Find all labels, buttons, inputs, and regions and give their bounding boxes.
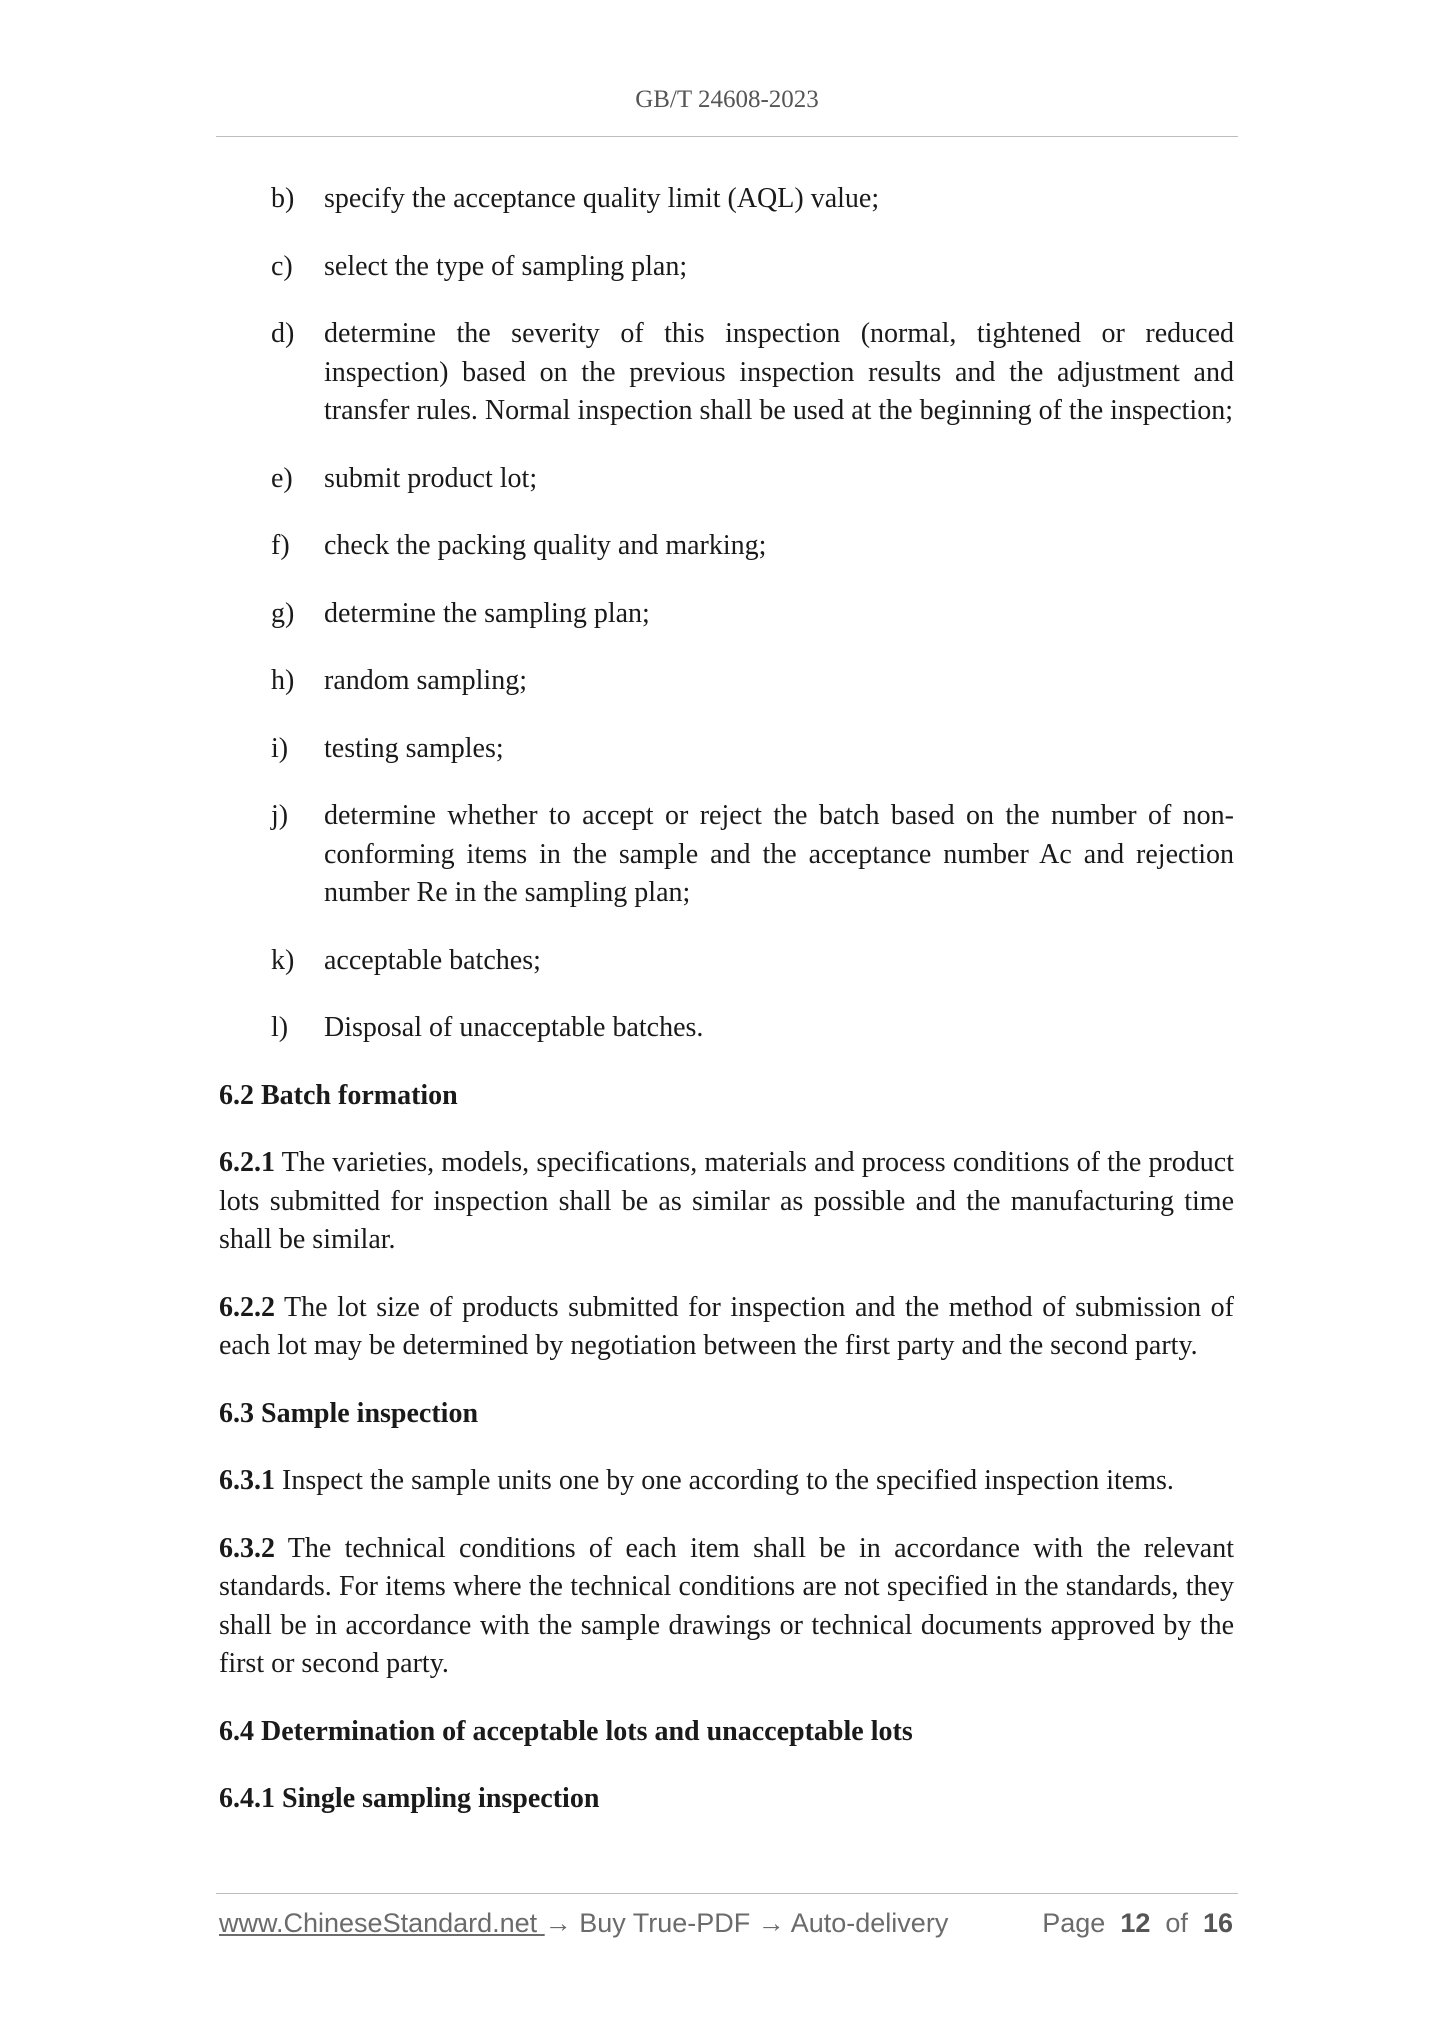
page-indicator — [1042, 1908, 1233, 1939]
section-heading-6-4: 6.4 Determination of acceptable lots and unacceptable lots — [219, 1715, 913, 1747]
list-item-text: acceptable batches; — [324, 944, 541, 976]
current-page: 12 — [1120, 1908, 1151, 1938]
list-item-letter: k) — [271, 944, 295, 976]
website-link[interactable]: www.ChineseStandard.net — [219, 1908, 545, 1938]
header-divider — [216, 136, 1238, 137]
document-code-header: GB/T 24608-2023 — [635, 86, 819, 113]
list-item-letter: h) — [271, 665, 295, 696]
clause-number: 6.3.1 — [219, 1465, 275, 1496]
clause-text: The varieties, models, specifications, materials and process conditions of the product lots submitted for inspection shall be as similar as possible and the manufacturing time shall be similar. — [219, 1147, 1234, 1255]
footer-divider — [216, 1893, 1238, 1894]
list-item — [219, 248, 1234, 287]
list-item — [219, 460, 1234, 499]
list-item — [219, 1009, 1234, 1048]
list-item — [219, 797, 1234, 913]
list-item-text: Disposal of unacceptable batches. — [324, 1012, 704, 1043]
list-item-letter: l) — [271, 1012, 289, 1043]
clause-6-2-2 — [219, 1289, 1234, 1366]
list-item-letter: c) — [271, 250, 293, 282]
list-item-letter: b) — [271, 183, 295, 214]
list-item-letter: g) — [271, 597, 295, 629]
clause-text: Inspect the sample units one by one according to the specified inspection items. — [275, 1465, 1174, 1496]
total-pages: 16 — [1202, 1908, 1233, 1938]
list-item-text: submit product lot; — [324, 462, 538, 494]
list-item-text: determine the sampling plan; — [324, 597, 650, 629]
clause-number: 6.2.2 — [219, 1291, 275, 1323]
section-heading-6-2: 6.2 Batch formation — [219, 1079, 458, 1111]
clause-6-3-1 — [219, 1462, 1234, 1501]
list-item — [219, 662, 1234, 701]
list-item-text: specify the acceptance quality limit (AQL) value; — [324, 183, 880, 214]
page-of-label: of — [1165, 1908, 1188, 1938]
clause-6-2-1 — [219, 1144, 1234, 1260]
procedure-list — [219, 180, 1234, 1048]
list-item-letter: e) — [271, 462, 293, 494]
document-body — [219, 180, 1234, 1848]
list-item-text: determine whether to accept or reject the batch based on the number of non-conforming items in the sample and the acceptance number Ac and rejection number Re in the sampling plan; — [324, 800, 1234, 908]
list-item — [219, 527, 1234, 566]
list-item-text: determine the severity of this inspection (normal, tightened or reduced inspection) based on the previous inspection results and the adjustment and transfer rules. Normal inspection shall be used at the beginning of the inspection; — [324, 318, 1234, 426]
list-item-text: testing samples; — [324, 732, 504, 764]
footer-promo — [219, 1908, 948, 1939]
list-item-text: random sampling; — [324, 665, 527, 696]
list-item-letter: f) — [271, 530, 290, 561]
list-item-text: check the packing quality and marking; — [324, 530, 767, 561]
clause-6-3-2 — [219, 1530, 1234, 1684]
list-item-letter: i) — [271, 732, 289, 764]
list-item — [219, 595, 1234, 634]
footer-tagline: → Buy True-PDF → Auto-delivery — [544, 1908, 949, 1938]
clause-number: 6.3.2 — [219, 1532, 275, 1564]
clause-text: The lot size of products submitted for inspection and the method of submission of each lot may be determined by negotiation between the first party and the second party. — [219, 1291, 1234, 1361]
list-item — [219, 315, 1234, 431]
section-heading-6-4-1: 6.4.1 Single sampling inspection — [219, 1783, 600, 1814]
page-label: Page — [1042, 1908, 1106, 1938]
list-item-text: select the type of sampling plan; — [324, 250, 688, 282]
section-heading-6-3: 6.3 Sample inspection — [219, 1397, 479, 1429]
list-item-letter: d) — [271, 318, 295, 349]
list-item-letter: j) — [271, 800, 289, 831]
list-item — [219, 180, 1234, 219]
list-item — [219, 942, 1234, 981]
clause-number: 6.2.1 — [219, 1147, 275, 1178]
list-item — [219, 730, 1234, 769]
clause-text: The technical conditions of each item shall be in accordance with the relevant standards. For items where the technical conditions are not specified in the standards, they shall be in accordance with the sample drawings or technical documents approved by the first or second party. — [219, 1532, 1234, 1679]
